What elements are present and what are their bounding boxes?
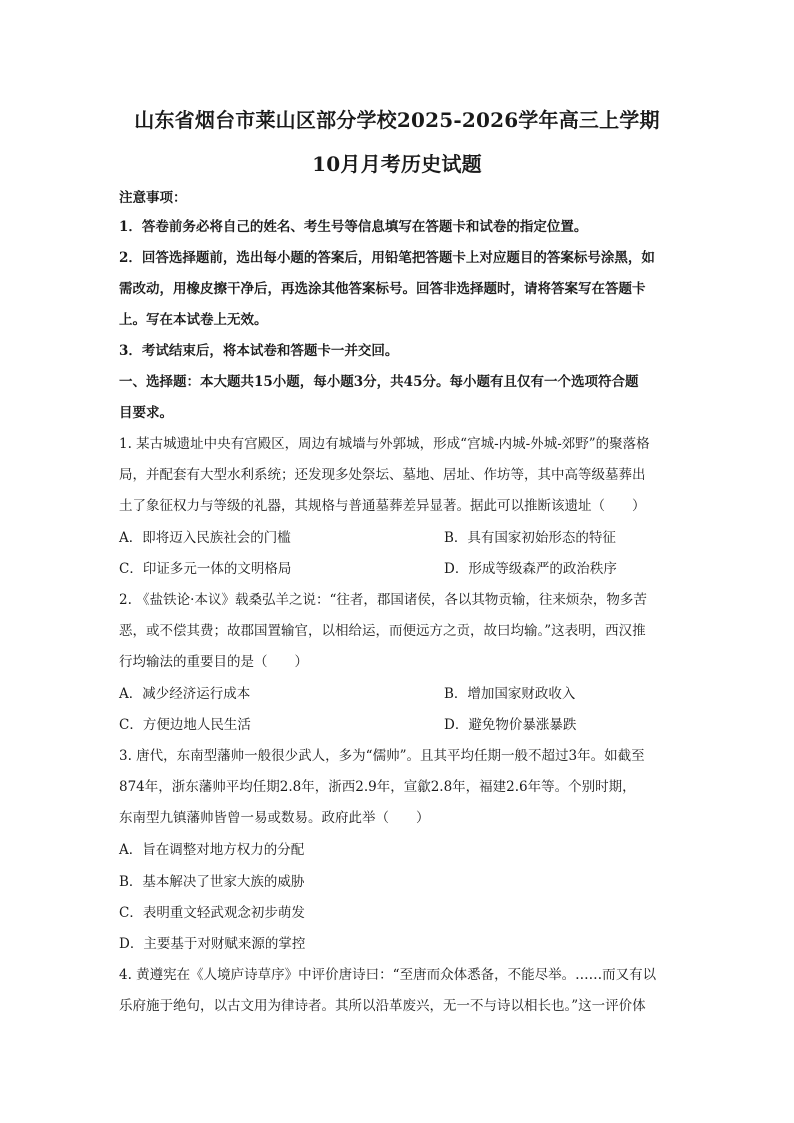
question-1-option-a: A．即将迈入民族社会的门槛: [119, 530, 291, 546]
question-2-line-2: 恶，或不偿其费；故郡国置输官，以相给运，而便远方之贡，故曰均输。”这表明，西汉推: [119, 623, 646, 639]
question-2-option-d: D．避免物价暴涨暴跌: [444, 717, 577, 733]
section-heading-line-2: 目要求。: [119, 405, 173, 421]
notice-item-1: 1．答卷前务必将自己的姓名、考生号等信息填写在答题卡和试卷的指定位置。: [119, 219, 588, 235]
question-2-option-c: C．方便边地人民生活: [119, 717, 251, 733]
question-1-option-b: B．具有国家初始形态的特征: [444, 530, 616, 546]
question-3-line-1: 3. 唐代，东南型藩帅一般很少武人，多为“儒帅”。且其平均任期一般不超过3年。如截至: [119, 748, 645, 764]
notice-item-2-line-1: 2．回答选择题前，选出每小题的答案后，用铅笔把答题卡上对应题目的答案标号涂黑，如: [119, 250, 655, 266]
question-3-option-b: B．基本解决了世家大族的威胁: [119, 874, 305, 890]
section-heading-line-1: 一、选择题：本大题共15小题，每小题3分，共45分。每小题有且仅有一个选项符合题: [119, 374, 639, 390]
question-3-option-a: A．旨在调整对地方权力的分配: [119, 842, 305, 858]
question-3-line-3: 东南型九镇藩帅皆曾一易或数易。政府此举（ ）: [119, 810, 430, 826]
notice-item-2-line-3: 上。写在本试卷上无效。: [119, 312, 268, 328]
question-2-line-1: 2. 《盐铁论·本议》载桑弘羊之说：“往者，郡国诸侯，各以其物贡输，往来烦杂，物多苦: [119, 592, 647, 608]
question-4-line-2: 乐府施于绝句，以古文用为律诗者。其所以沿革废兴，无一不与诗以相长也。”这一评价体: [119, 998, 646, 1014]
question-1-option-c: C．印证多元一体的文明格局: [119, 561, 292, 577]
notice-heading: 注意事项：: [119, 190, 187, 206]
notice-item-2-line-2: 需改动，用橡皮擦干净后，再选涂其他答案标号。回答非选择题时，请将答案写在答题卡: [119, 281, 646, 297]
question-1-line-1: 1. 某古城遗址中央有宫殿区，周边有城墙与外郭城，形成“宫城-内城-外城-郊野”的聚落格: [119, 436, 650, 452]
question-2-line-3: 行均输法的重要目的是（ ）: [119, 654, 308, 670]
exam-title-line-2: 10月月考历史试题: [312, 152, 482, 176]
notice-item-3: 3．考试结束后，将本试卷和答题卡一并交回。: [119, 343, 399, 359]
question-2-option-b: B．增加国家财政收入: [444, 686, 576, 702]
question-4-line-1: 4. 黄遵宪在《人境庐诗草序》中评价唐诗曰：“至唐而众体悉备，不能尽举。……而又有以: [119, 967, 657, 983]
question-3-option-c: C．表明重文轻武观念初步萌发: [119, 905, 305, 921]
question-1-line-3: 土了象征权力与等级的礼器，其规格与普通墓葬差异显著。据此可以推断该遗址（ ）: [119, 498, 646, 514]
question-3-line-2: 874年，浙东藩帅平均任期2.8年，浙西2.9年，宣歙2.8年，福建2.6年等。个别时期，: [119, 779, 636, 795]
question-2-option-a: A．减少经济运行成本: [119, 686, 251, 702]
question-3-option-d: D．主要基于对财赋来源的掌控: [119, 936, 306, 952]
question-1-line-2: 局，并配套有大型水利系统；还发现多处祭坛、墓地、居址、作坊等，其中高等级墓葬出: [119, 467, 646, 483]
exam-title-line-1: 山东省烟台市莱山区部分学校2025-2026学年高三上学期: [134, 108, 660, 132]
question-1-option-d: D．形成等级森严的政治秩序: [444, 561, 617, 577]
